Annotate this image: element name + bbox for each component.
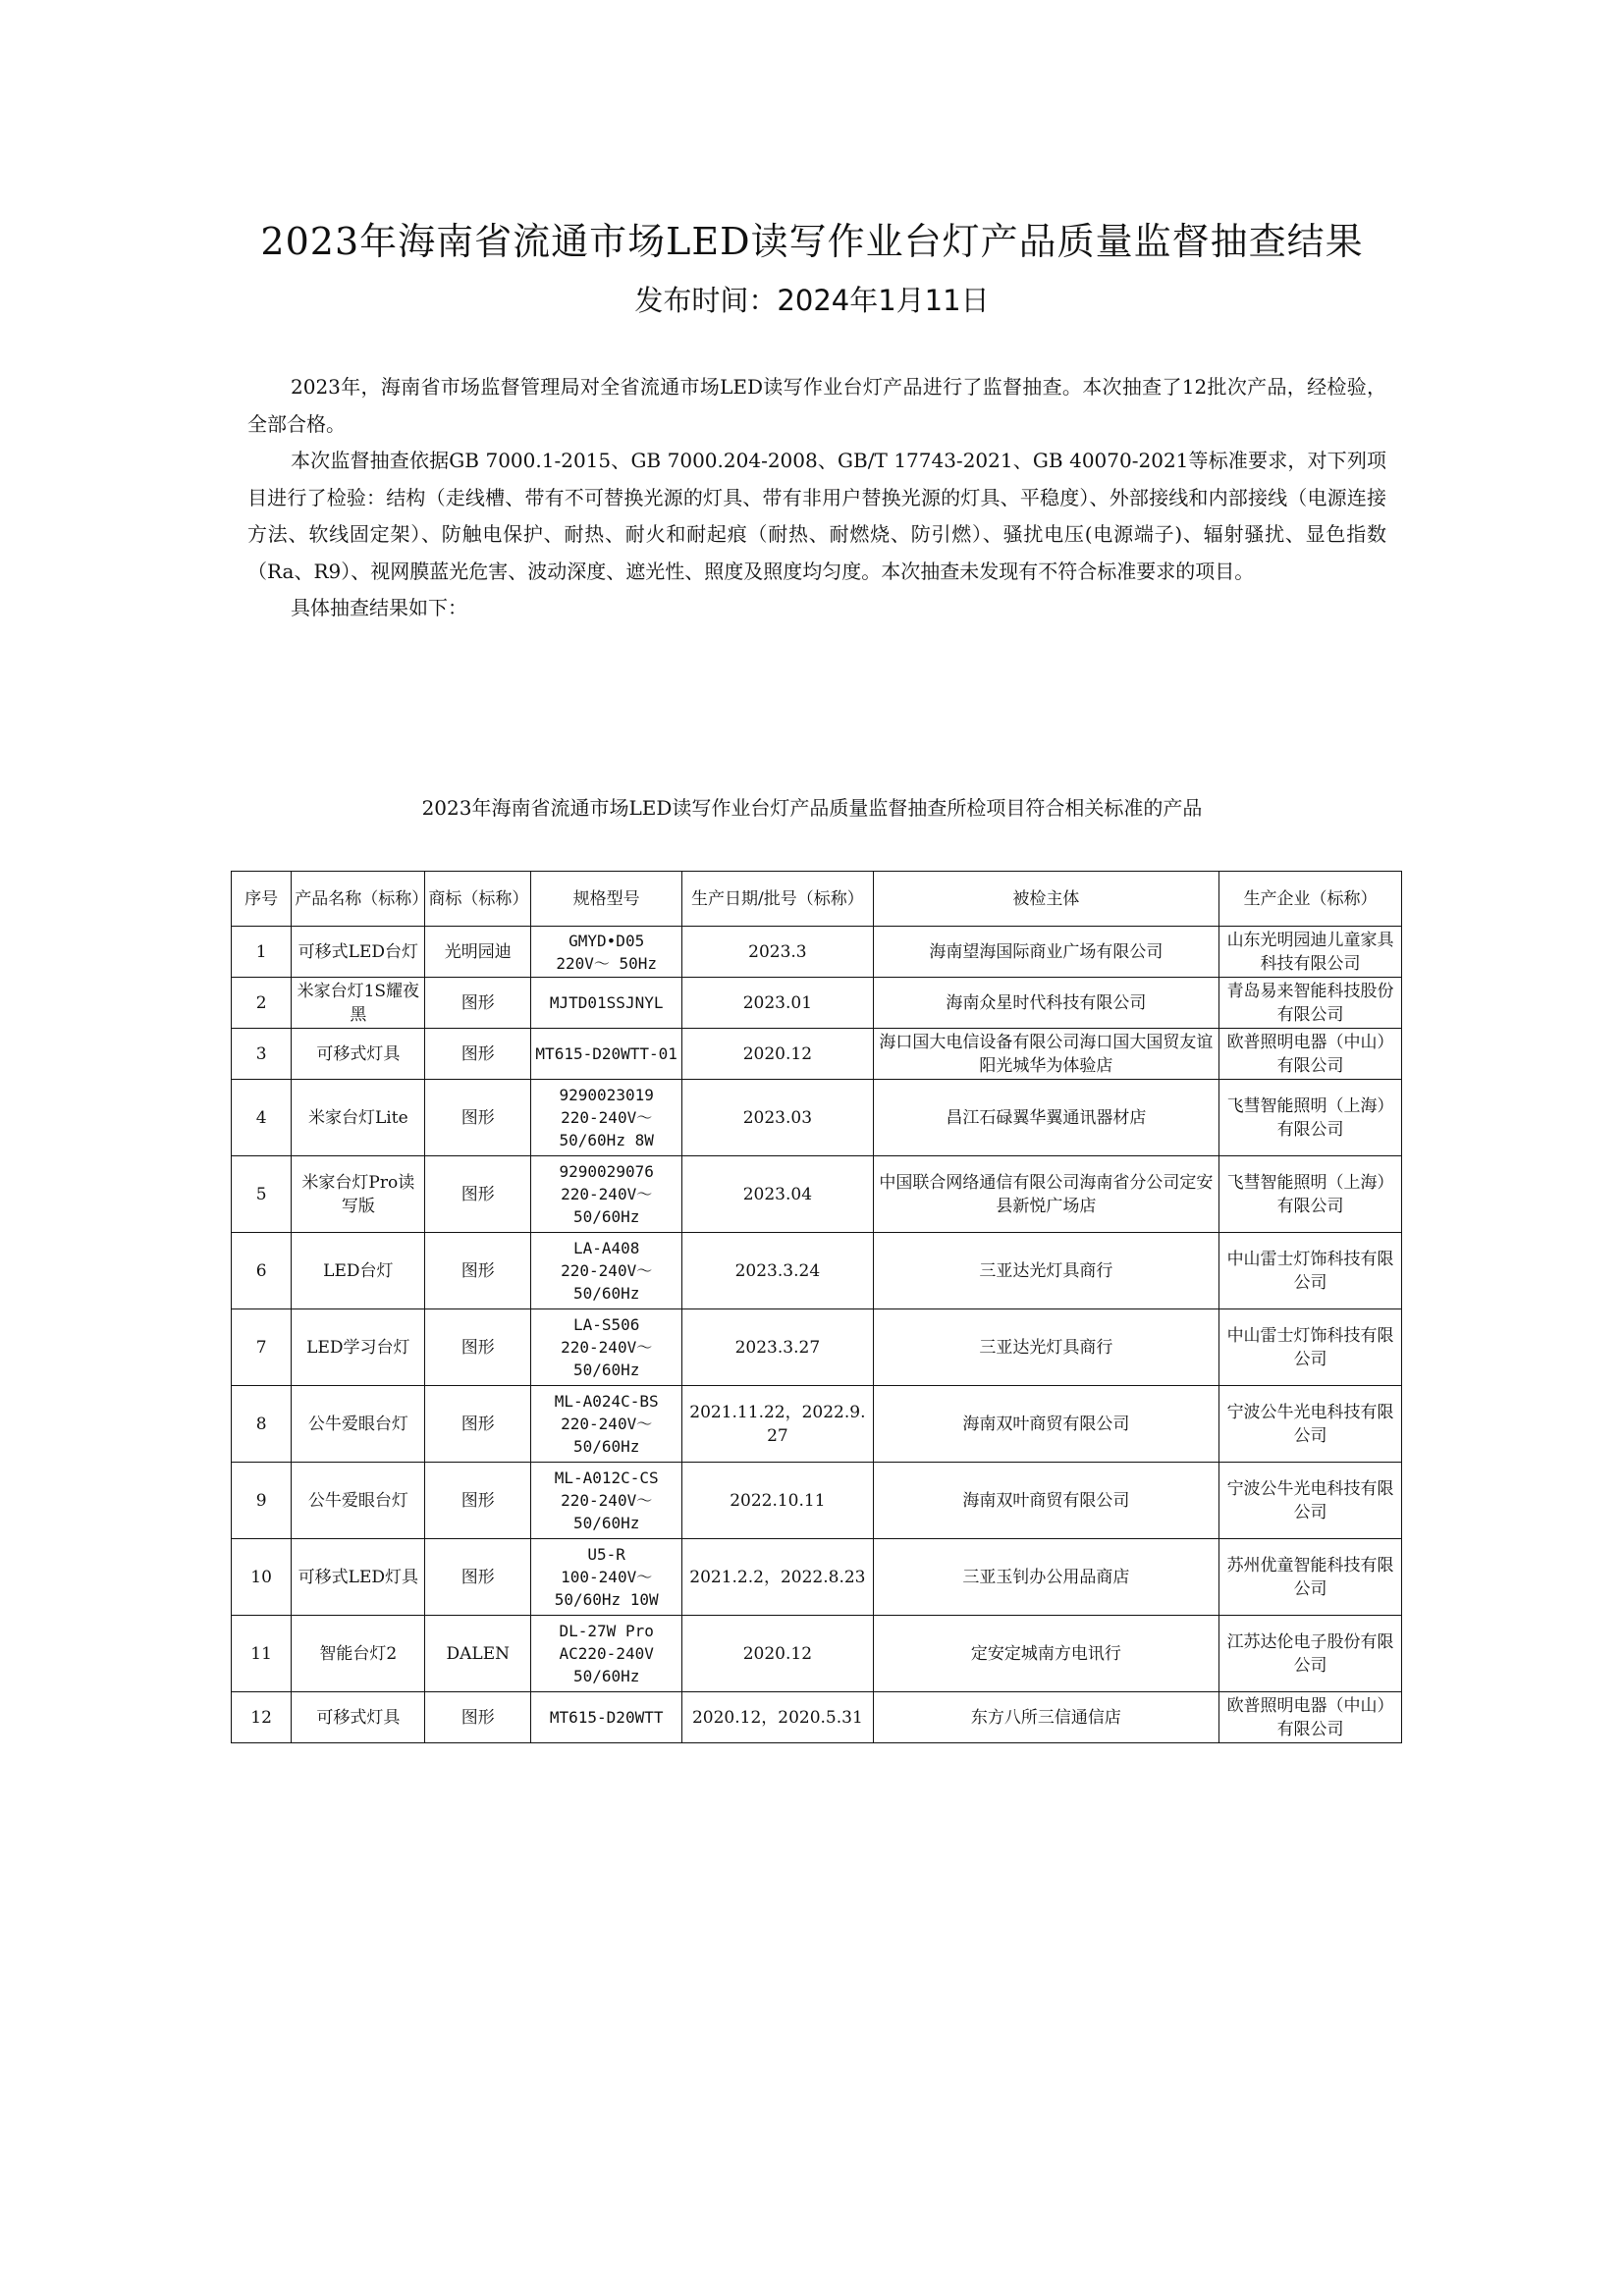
model-line: ML-A024C-BS [554, 1392, 659, 1411]
model-line: 9290023019 [559, 1086, 654, 1104]
table-row [232, 1692, 1402, 1743]
cell-model [531, 1616, 682, 1692]
header-production-date: 生产日期/批号（标称） [682, 872, 873, 927]
cell-brand: DALEN [425, 1616, 531, 1692]
cell-production-date: 2023.3.24 [682, 1233, 873, 1309]
table-row [232, 1156, 1402, 1233]
cell-model [531, 1386, 682, 1463]
cell-brand: 图形 [425, 1233, 531, 1309]
cell-production-date: 2021.11.22，2022.9.27 [682, 1386, 873, 1463]
model-line: 100-240V～ [561, 1568, 653, 1586]
model-line: 220-240V～ [561, 1491, 653, 1510]
cell-inspected-subject: 三亚玉钊办公用品商店 [873, 1539, 1219, 1616]
cell-production-date: 2021.2.2，2022.8.23 [682, 1539, 873, 1616]
cell-inspected-subject: 海南望海国际商业广场有限公司 [873, 927, 1219, 978]
table-row [232, 1463, 1402, 1539]
cell-model [531, 1539, 682, 1616]
cell-inspected-subject: 三亚达光灯具商行 [873, 1233, 1219, 1309]
cell-product-name: 智能台灯2 [292, 1616, 425, 1692]
table-row [232, 1386, 1402, 1463]
cell-manufacturer: 宁波公牛光电科技有限公司 [1219, 1463, 1402, 1539]
cell-manufacturer: 宁波公牛光电科技有限公司 [1219, 1386, 1402, 1463]
table-header-row [232, 872, 1402, 927]
paragraph-standards: 本次监督抽查依据GB 7000.1-2015、GB 7000.204-2008、GB/T 17743-2021、GB 40070-2021等标准要求，对下列项目进行了检验：结构（走线槽、带有不可替换光源的灯具、带有非用户替换光源的灯具、平稳度）、外部接线和内部接线（电源连接方法、软线固定架）、防触电保护、耐热、耐火和耐起痕（耐热、耐燃烧、防引燃）、骚扰电压(电源端子)、辐射骚扰、显色指数（Ra、R9）、视网膜蓝光危害、波动深度、遮光性、照度及照度均匀度。本次抽查未发现有不符合标准要求的项目。 [247, 449, 1386, 583]
cell-product-name: 可移式LED灯具 [292, 1539, 425, 1616]
cell-inspected-subject: 海南众星时代科技有限公司 [873, 978, 1219, 1029]
table-row [232, 978, 1402, 1029]
cell-inspected-subject: 海南双叶商贸有限公司 [873, 1386, 1219, 1463]
cell-production-date: 2023.3 [682, 927, 873, 978]
cell-inspected-subject: 海南双叶商贸有限公司 [873, 1463, 1219, 1539]
cell-inspected-subject: 定安定城南方电讯行 [873, 1616, 1219, 1692]
cell-brand: 图形 [425, 1692, 531, 1743]
results-table [231, 871, 1402, 1743]
cell-model [531, 1233, 682, 1309]
model-line: 50/60Hz [572, 1361, 640, 1379]
model-line: 50/60Hz 8W [559, 1131, 654, 1149]
page-title: 2023年海南省流通市场LED读写作业台灯产品质量监督抽查结果 [260, 220, 1364, 263]
model-line: 220V～ 50Hz [556, 953, 658, 973]
cell-production-date: 2023.03 [682, 1080, 873, 1156]
cell-production-date: 2020.12，2020.5.31 [682, 1692, 873, 1743]
cell-model [531, 1156, 682, 1233]
cell-manufacturer: 江苏达伦电子股份有限公司 [1219, 1616, 1402, 1692]
cell-product-name: LED学习台灯 [292, 1309, 425, 1386]
cell-inspected-subject: 昌江石碌翼华翼通讯器材店 [873, 1080, 1219, 1156]
header-no: 序号 [232, 872, 292, 927]
cell-production-date: 2020.12 [682, 1029, 873, 1080]
cell-product-name: LED台灯 [292, 1233, 425, 1309]
cell-model [531, 1080, 682, 1156]
model-line: 9290029076 [559, 1162, 654, 1181]
model-line: 220-240V～ [561, 1415, 653, 1433]
cell-model [531, 978, 682, 1029]
cell-brand: 图形 [425, 1463, 531, 1539]
results-table-body [232, 927, 1402, 1743]
model-line: MT615-D20WTT [549, 1708, 664, 1727]
cell-product-name: 公牛爱眼台灯 [292, 1386, 425, 1463]
header-inspected-subject: 被检主体 [873, 872, 1219, 927]
model-line: GMYD•D05 [568, 931, 645, 950]
cell-manufacturer: 山东光明园迪儿童家具科技有限公司 [1219, 927, 1402, 978]
cell-production-date: 2023.04 [682, 1156, 873, 1233]
cell-model [531, 927, 682, 978]
cell-brand: 图形 [425, 1386, 531, 1463]
paragraph-summary: 2023年，海南省市场监督管理局对全省流通市场LED读写作业台灯产品进行了监督抽查。本次抽查了12批次产品，经检验，全部合格。 [247, 375, 1386, 436]
model-line: DL-27W Pro [559, 1622, 654, 1640]
cell-inspected-subject: 中国联合网络通信有限公司海南省分公司定安县新悦广场店 [873, 1156, 1219, 1233]
model-line: 220-240V～ [561, 1338, 653, 1357]
cell-manufacturer: 飞彗智能照明（上海）有限公司 [1219, 1080, 1402, 1156]
cell-product-name: 可移式灯具 [292, 1692, 425, 1743]
table-row [232, 1233, 1402, 1309]
cell-product-name: 可移式灯具 [292, 1029, 425, 1080]
cell-product-name: 米家台灯Lite [292, 1080, 425, 1156]
model-line: 220-240V～ [561, 1108, 653, 1127]
table-row [232, 1539, 1402, 1616]
cell-production-date: 2023.01 [682, 978, 873, 1029]
table-row [232, 1616, 1402, 1692]
cell-inspected-subject: 三亚达光灯具商行 [873, 1309, 1219, 1386]
cell-product-name: 可移式LED台灯 [292, 927, 425, 978]
cell-product-name: 米家台灯Pro读写版 [292, 1156, 425, 1233]
cell-model [531, 1309, 682, 1386]
cell-no: 9 [232, 1463, 292, 1539]
cell-manufacturer: 飞彗智能照明（上海）有限公司 [1219, 1156, 1402, 1233]
model-line: ML-A012C-CS [554, 1468, 659, 1487]
cell-no: 7 [232, 1309, 292, 1386]
model-line: 50/60Hz [572, 1514, 640, 1532]
cell-no: 1 [232, 927, 292, 978]
cell-production-date: 2020.12 [682, 1616, 873, 1692]
cell-no: 2 [232, 978, 292, 1029]
model-line: U5-R [587, 1545, 625, 1564]
cell-manufacturer: 中山雷士灯饰科技有限公司 [1219, 1233, 1402, 1309]
model-line: 220-240V～ [561, 1185, 653, 1203]
cell-brand: 光明园迪 [425, 927, 531, 978]
cell-no: 5 [232, 1156, 292, 1233]
cell-no: 3 [232, 1029, 292, 1080]
table-caption: 2023年海南省流通市场LED读写作业台灯产品质量监督抽查所检项目符合相关标准的产品 [421, 796, 1203, 820]
cell-product-name: 米家台灯1S耀夜黑 [292, 978, 425, 1029]
table-row [232, 1080, 1402, 1156]
model-line: 50/60Hz [572, 1437, 640, 1456]
cell-inspected-subject: 海口国大电信设备有限公司海口国大国贸友谊阳光城华为体验店 [873, 1029, 1219, 1080]
cell-brand: 图形 [425, 1029, 531, 1080]
model-line: LA-S506 [572, 1315, 640, 1334]
table-row [232, 1309, 1402, 1386]
cell-brand: 图形 [425, 1080, 531, 1156]
model-line: AC220-240V [559, 1644, 654, 1663]
model-line: 220-240V～ [561, 1261, 653, 1280]
header-brand: 商标（标称） [425, 872, 531, 927]
cell-brand: 图形 [425, 1156, 531, 1233]
model-line: 50/60Hz [572, 1207, 640, 1226]
cell-inspected-subject: 东方八所三信通信店 [873, 1692, 1219, 1743]
cell-production-date: 2022.10.11 [682, 1463, 873, 1539]
table-row [232, 1029, 1402, 1080]
cell-manufacturer: 中山雷士灯饰科技有限公司 [1219, 1309, 1402, 1386]
cell-no: 12 [232, 1692, 292, 1743]
model-line: MT615-D20WTT-01 [535, 1044, 677, 1063]
publish-date: 发布时间：2024年1月11日 [634, 284, 990, 317]
cell-no: 4 [232, 1080, 292, 1156]
model-line: 50/60Hz [572, 1667, 640, 1685]
header-manufacturer: 生产企业（标称） [1219, 872, 1402, 927]
cell-brand: 图形 [425, 1539, 531, 1616]
table-row [232, 927, 1402, 978]
cell-model [531, 1029, 682, 1080]
paragraph-intro: 具体抽查结果如下： [291, 596, 467, 619]
body-text [247, 369, 1386, 627]
cell-model [531, 1463, 682, 1539]
header-product-name: 产品名称（标称） [292, 872, 425, 927]
cell-brand: 图形 [425, 978, 531, 1029]
cell-brand: 图形 [425, 1309, 531, 1386]
cell-model [531, 1692, 682, 1743]
model-line: 50/60Hz 10W [554, 1590, 659, 1609]
cell-no: 10 [232, 1539, 292, 1616]
cell-manufacturer: 欧普照明电器（中山）有限公司 [1219, 1029, 1402, 1080]
header-model: 规格型号 [531, 872, 682, 927]
cell-product-name: 公牛爱眼台灯 [292, 1463, 425, 1539]
model-line: LA-A408 [572, 1239, 640, 1257]
cell-no: 6 [232, 1233, 292, 1309]
cell-manufacturer: 青岛易来智能科技股份有限公司 [1219, 978, 1402, 1029]
model-line: MJTD01SSJNYL [549, 993, 664, 1012]
cell-no: 8 [232, 1386, 292, 1463]
cell-manufacturer: 苏州优童智能科技有限公司 [1219, 1539, 1402, 1616]
model-line: 50/60Hz [572, 1284, 640, 1303]
cell-manufacturer: 欧普照明电器（中山）有限公司 [1219, 1692, 1402, 1743]
cell-no: 11 [232, 1616, 292, 1692]
cell-production-date: 2023.3.27 [682, 1309, 873, 1386]
